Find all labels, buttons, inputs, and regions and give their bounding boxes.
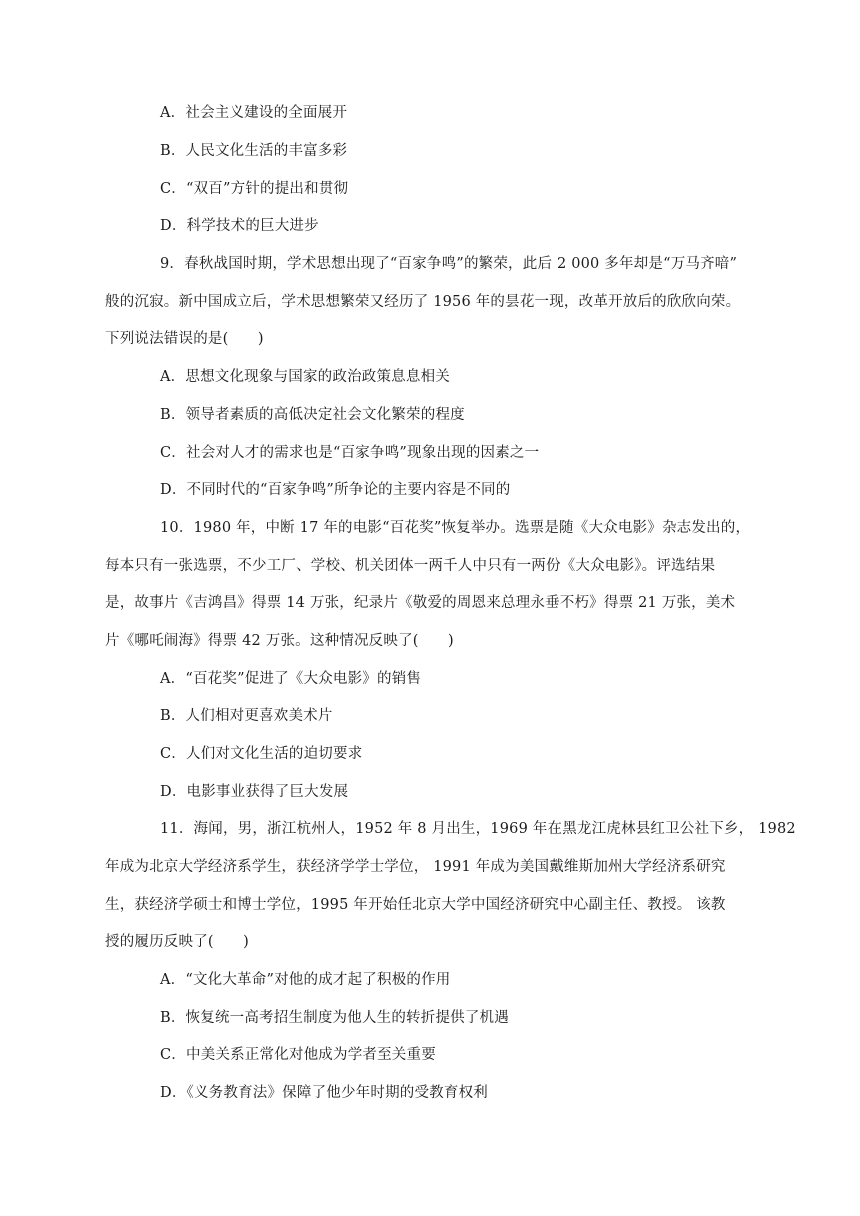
q10-option-a: A．“百花奖”促进了《大众电影》的销售 [160,671,422,687]
q9-option-d: D．不同时代的“百家争鸣”所争论的主要内容是不同的 [160,482,511,498]
q8-option-b: B．人民文化生活的丰富多彩 [160,143,348,159]
q8-option-c: C．“双百”方针的提出和贯彻 [160,181,349,197]
q9-stem-line-1: 9．春秋战国时期，学术思想出现了“百家争鸣”的繁荣，此后 2 000 多年却是“万马齐喑” [160,256,738,272]
q9-option-a: A．思想文化现象与国家的政治政策息息相关 [160,369,450,385]
q11-option-b: B．恢复统一高考招生制度为他人生的转折提供了机遇 [160,1010,509,1026]
q11-stem-line-3: 生，获经济学硕士和博士学位，1995 年开始任北京大学中国经济研究中心副主任、教授。 该教 [105,897,726,913]
q10-stem-line-3: 是，故事片《吉鸿昌》得票 14 万张，纪录片《敬爱的周恩来总理永垂不朽》得票 21 万张，美术 [105,595,736,611]
q10-option-d: D．电影事业获得了巨大发展 [160,784,349,800]
q9-option-b: B．领导者素质的高低决定社会文化繁荣的程度 [160,407,465,423]
q11-option-a: A．“文化大革命”对他的成才起了积极的作用 [160,972,451,988]
q9-stem-line-3: 下列说法错误的是( ) [105,331,264,347]
q11-stem-line-4: 授的履历反映了( ) [105,934,250,950]
q10-stem-line-2: 每本只有一张选票，不少工厂、学校、机关团体一两千人中只有一两份《大众电影》。评选结果 [105,558,716,574]
q10-option-c: C．人们对文化生活的迫切要求 [160,746,363,762]
q11-stem-line-1: 11．海闻，男，浙江杭州人，1952 年 8 月出生，1969 年在黑龙江虎林县红卫公社下乡， 1982 [160,821,796,837]
q8-option-d: D．科学技术的巨大进步 [160,218,319,234]
q11-stem-line-2: 年成为北京大学经济系学生，获经济学学士学位， 1991 年成为美国戴维斯加州大学经济系研究 [105,859,726,875]
q9-option-c: C．社会对人才的需求也是“百家争鸣”现象出现的因素之一 [160,445,540,461]
q10-stem-line-4: 片《哪吒闹海》得票 42 万张。这种情况反映了( ) [105,633,454,649]
q11-option-d: D．《义务教育法》保障了他少年时期的受教育权利 [160,1085,488,1101]
q10-stem-line-1: 10．1980 年，中断 17 年的电影“百花奖”恢复举办。选票是随《大众电影》杂志发出的， [160,520,751,536]
q11-option-c: C．中美关系正常化对他成为学者至关重要 [160,1047,436,1063]
q8-option-a: A．社会主义建设的全面展开 [160,105,348,121]
q10-option-b: B．人们相对更喜欢美术片 [160,708,333,724]
q9-stem-line-2: 般的沉寂。新中国成立后，学术思想繁荣又经历了 1956 年的昙花一现，改革开放后的欣欣向荣。 [105,294,741,310]
